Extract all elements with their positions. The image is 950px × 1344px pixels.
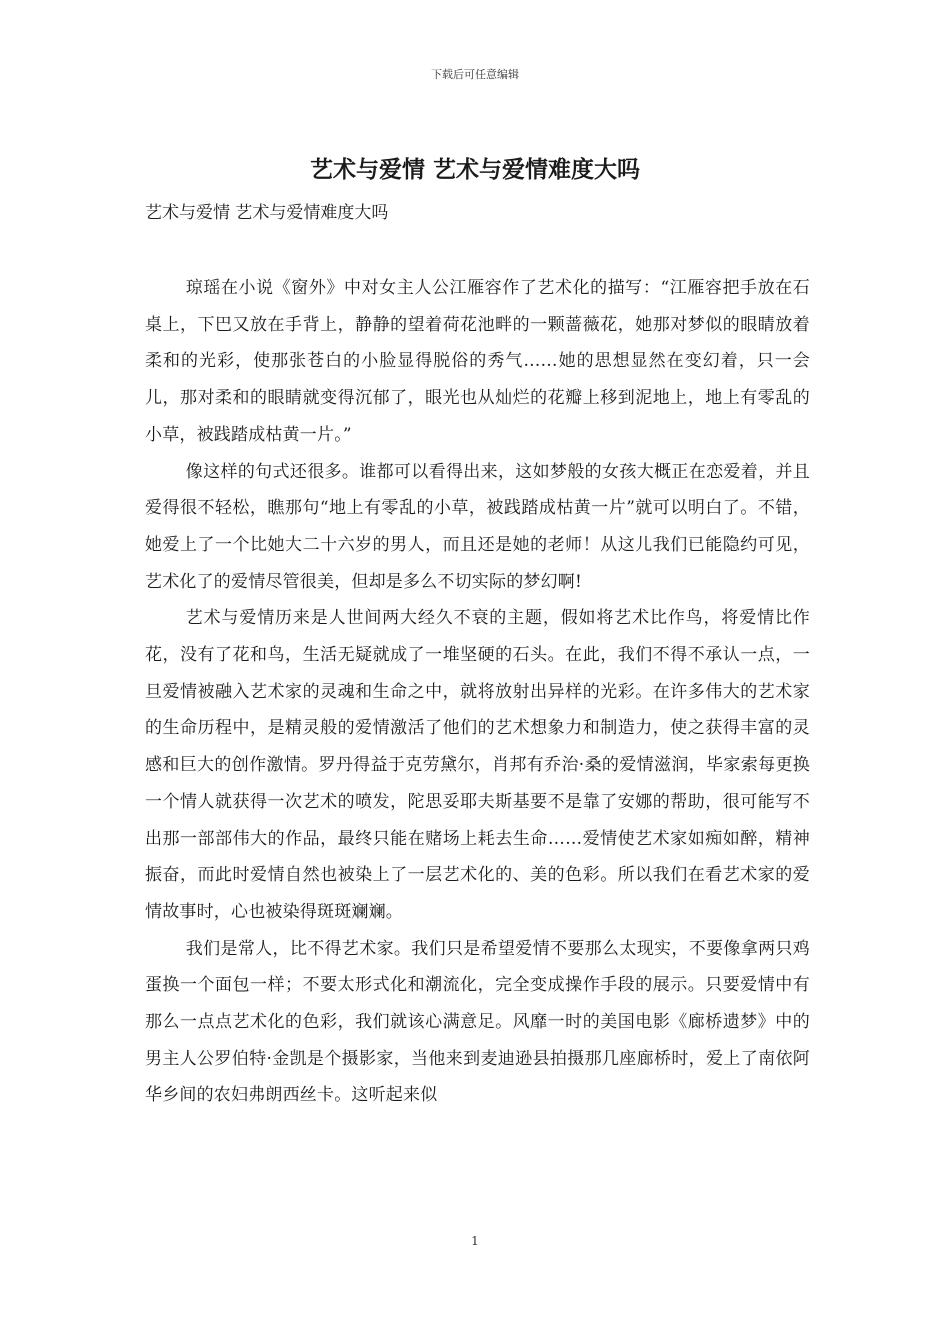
paragraph: 琼瑶在小说《窗外》中对女主人公江雁容作了艺术化的描写：“江雁容把手放在石桌上，下巴又放在手背上，静静的望着荷花池畔的一颗蔷薇花，她那对梦似的眼睛放着柔和的光彩，使那张苍白的小脸显得脱俗的秀气……她的思想显然在变幻着，只一会儿，那对柔和的眼睛就变得沉郁了，眼光也从灿烂的花瓣上移到泥地上，地上有零乱的小草，被践踏成枯黄一片。” [145, 278, 810, 445]
page-subtitle: 艺术与爱情 艺术与爱情难度大吗 [145, 203, 389, 223]
paragraph: 像这样的句式还很多。谁都可以看得出来，这如梦般的女孩大概正在恋爱着，并且爱得很不轻松，瞧那句“地上有零乱的小草，被践踏成枯黄一片”就可以明白了。不错，她爱上了一个比她大二十六岁的男人，而且还是她的老师！从这儿我们已能隐约可见，艺术化了的爱情尽管很美，但却是多么不切实际的梦幻啊! [145, 461, 810, 592]
page-number: 1 [471, 1234, 479, 1248]
paragraph: 我们是常人，比不得艺术家。我们只是希望爱情不要那么太现实，不要像拿两只鸡蛋换一个面包一样；不要太形式化和潮流化，完全变成操作手段的展示。只要爱情中有那么一点点艺术化的色彩，我们就该心满意足。风靡一时的美国电影《廊桥遗梦》中的男主人公罗伯特·金凯是个摄影家，当他来到麦迪逊县拍摄那几座廊桥时，爱上了南依阿华乡间的农妇弗朗西丝卡。这听起来似 [145, 938, 810, 1106]
article-body [145, 270, 810, 1114]
paragraph: 艺术与爱情历来是人世间两大经久不衰的主题，假如将艺术比作鸟，将爱情比作花，没有了花和鸟，生活无疑就成了一堆坚硬的石头。在此，我们不得不承认一点，一旦爱情被融入艺术家的灵魂和生命之中，就将放射出异样的光彩。在许多伟大的艺术家的生命历程中，是精灵般的爱情激活了他们的艺术想象力和制造力，使之获得丰富的灵感和巨大的创作激情。罗丹得益于克劳黛尔，肖邦有乔治·桑的爱情滋润，毕家索每更换一个情人就获得一次艺术的喷发，陀思妥耶夫斯基要不是靠了安娜的帮助，很可能写不出那一部部伟大的作品，最终只能在赌场上耗去生命……爱情使艺术家如痴如醉，精神振奋，而此时爱情自然也被染上了一层艺术化的、美的色彩。所以我们在看艺术家的爱情故事时，心也被染得斑斑斓斓。 [145, 608, 810, 922]
page-title: 艺术与爱情 艺术与爱情难度大吗 [309, 156, 640, 183]
header-note: 下载后可任意编辑 [431, 68, 519, 81]
